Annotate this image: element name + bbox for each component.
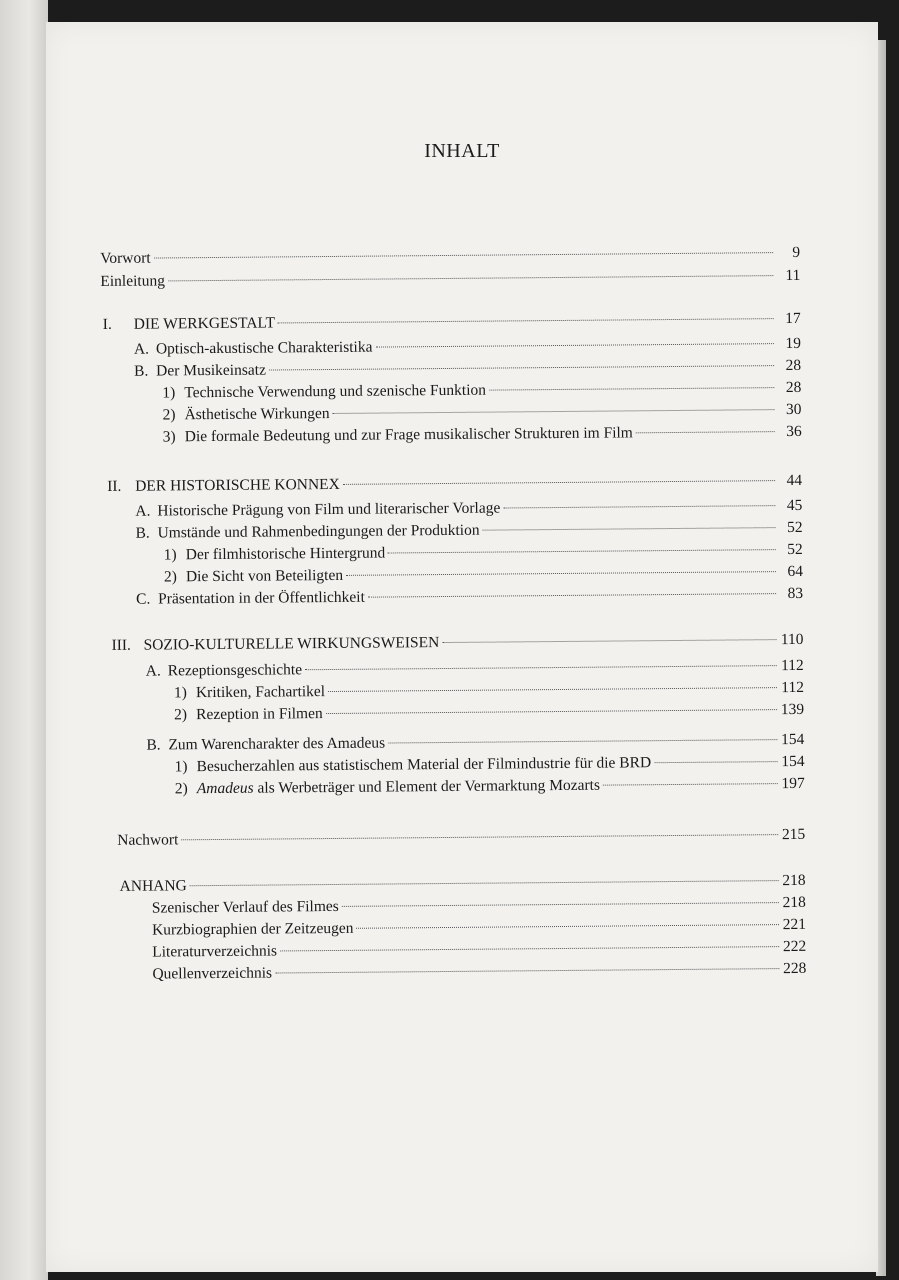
toc-entry-page: 112 (780, 656, 804, 675)
toc-entry-label: Ästhetische Wirkungen (184, 405, 330, 424)
toc-entry-number: 2) (174, 780, 188, 798)
leader-dots (503, 505, 775, 508)
leader-dots (154, 252, 773, 258)
toc-entry-number: 2) (162, 406, 176, 424)
toc-entry-page: 221 (782, 915, 807, 934)
toc-entry-page: 112 (781, 678, 805, 697)
leader-dots (328, 687, 777, 692)
toc-entry-page: 222 (782, 937, 807, 956)
toc-entry-number: 1) (173, 684, 187, 702)
toc-entry-page: 11 (785, 266, 801, 285)
toc-entry-number: B. (146, 736, 161, 754)
toc-entry-page: 154 (781, 752, 805, 771)
toc-entry-label: Szenischer Verlauf des Filmes (151, 897, 339, 917)
leader-dots (388, 739, 777, 743)
leader-dots (305, 665, 777, 670)
leader-dots (346, 571, 776, 576)
toc-entry-number: 1) (174, 758, 188, 776)
toc-entry-number: B. (135, 524, 150, 542)
toc-entry-number: III. (111, 636, 131, 654)
leader-dots (190, 880, 779, 886)
toc-entry-page: 45 (786, 496, 803, 515)
toc-entry-number: A. (135, 502, 151, 520)
leader-dots (603, 783, 778, 786)
film-title-italic: Amadeus (196, 779, 254, 798)
toc-entry-page: 197 (781, 774, 805, 793)
toc-entry-label: Quellenverzeichnis (152, 964, 273, 983)
toc-entry-label: Vorwort (100, 249, 151, 267)
toc-entry-page: 154 (781, 730, 805, 749)
toc-entry-label: Nachwort (117, 831, 179, 849)
toc-entry-page: 64 (787, 562, 803, 581)
toc-entry-number: 2) (174, 706, 188, 724)
toc-entry-number: C. (136, 590, 151, 608)
leader-dots (269, 365, 774, 370)
toc-entry-label: Der Musikeinsatz (156, 361, 266, 380)
toc-entry-page: 218 (782, 871, 806, 890)
toc-entry-number: A. (133, 340, 150, 358)
leader-dots (368, 593, 776, 598)
page-title: INHALT (424, 140, 500, 162)
toc-entry-label: Einleitung (100, 272, 166, 290)
leader-dots (388, 549, 776, 553)
toc-entry-label: Zum Warencharakter des Amadeus (168, 734, 386, 754)
toc-entry-label: Präsentation in der Öffentlichkeit (158, 588, 365, 608)
toc-entry-label: DER HISTORISCHE KONNEX (135, 475, 340, 495)
toc-entry-page: 30 (785, 400, 802, 419)
leader-dots (343, 480, 775, 485)
toc-entry-label: ANHANG (119, 877, 187, 895)
toc-entry-number: 1) (163, 546, 177, 564)
leader-dots (375, 343, 773, 347)
toc-entry-label: Technische Verwendung und szenische Funktion (184, 381, 487, 402)
toc-entry-page: 110 (780, 630, 804, 649)
toc-entry-label: Umstände und Rahmenbedingungen der Produktion (157, 521, 480, 542)
toc-entry-page: 9 (792, 243, 801, 261)
toc-entry-number: 1) (162, 384, 176, 402)
toc-entry-page: 28 (785, 378, 802, 397)
toc-entry-page: 44 (786, 471, 803, 490)
leader-dots (483, 527, 776, 531)
toc-entry-number: A. (145, 662, 161, 680)
leader-dots (333, 409, 775, 414)
toc-entry-number: II. (107, 477, 122, 495)
toc-entry-label: SOZIO-KULTURELLE WIRKUNGSWEISEN (143, 634, 440, 654)
toc-entry-page: 228 (783, 959, 807, 978)
toc-entry-page: 52 (786, 518, 803, 537)
toc-entry-label-rest: als Werbeträger und Element der Vermarktung Mozarts (253, 776, 601, 797)
leader-dots (168, 275, 773, 281)
leader-dots (342, 902, 779, 907)
toc-entry-label: Der filmhistorische Hintergrund (185, 544, 386, 564)
leader-dots (278, 318, 774, 323)
leader-dots (280, 946, 779, 951)
toc-entry-label: Optisch-akustische Charakteristika (155, 338, 373, 358)
toc-entry-label: Kurzbiographien der Zeitzeugen (151, 919, 354, 939)
toc-entry-page: 52 (787, 540, 803, 559)
toc-entry-page: 28 (785, 356, 802, 375)
toc-entry-page: 36 (786, 422, 802, 441)
toc-entry-label (197, 777, 600, 799)
toc-entry-page: 215 (781, 825, 806, 844)
leader-dots (654, 761, 777, 763)
toc-entry-label: DIE WERKGESTALT (133, 314, 276, 333)
toc-entry-label: Rezeption in Filmen (196, 705, 323, 724)
toc-entry-label: Kritiken, Fachartikel (195, 683, 326, 702)
leader-dots (275, 968, 779, 973)
toc-entry-page: 139 (780, 700, 805, 719)
leader-dots (442, 639, 776, 643)
toc-entry-label: Die Sicht von Beteiligten (185, 566, 344, 586)
toc-entry-label: Besucherzahlen aus statistischem Material der Filmindustrie für die BRD (196, 754, 652, 776)
facing-page-edge (0, 0, 48, 1280)
leader-dots (326, 709, 777, 714)
toc-entry-number: 2) (163, 568, 177, 586)
leader-dots (636, 431, 775, 433)
leader-dots (356, 924, 779, 929)
toc-entry-page: 19 (785, 334, 802, 353)
toc-entry-page: 218 (782, 893, 806, 912)
toc-entry-label: Rezeptionsgeschichte (167, 661, 303, 680)
toc-entry-page: 17 (785, 309, 801, 328)
toc-entry-label: Die formale Bedeutung und zur Frage musikalischer Strukturen im Film (184, 424, 633, 446)
toc-entry-page: 83 (787, 584, 804, 603)
toc-entry-number: 3) (162, 428, 176, 446)
toc-entry-label: Literaturverzeichnis (152, 942, 278, 961)
toc-entry-number: B. (134, 362, 149, 380)
leader-dots (181, 834, 778, 840)
toc-entry-number: I. (102, 315, 112, 333)
leader-dots (489, 387, 774, 390)
toc-entry-label: Historische Prägung von Film und literarischer Vorlage (157, 499, 501, 520)
